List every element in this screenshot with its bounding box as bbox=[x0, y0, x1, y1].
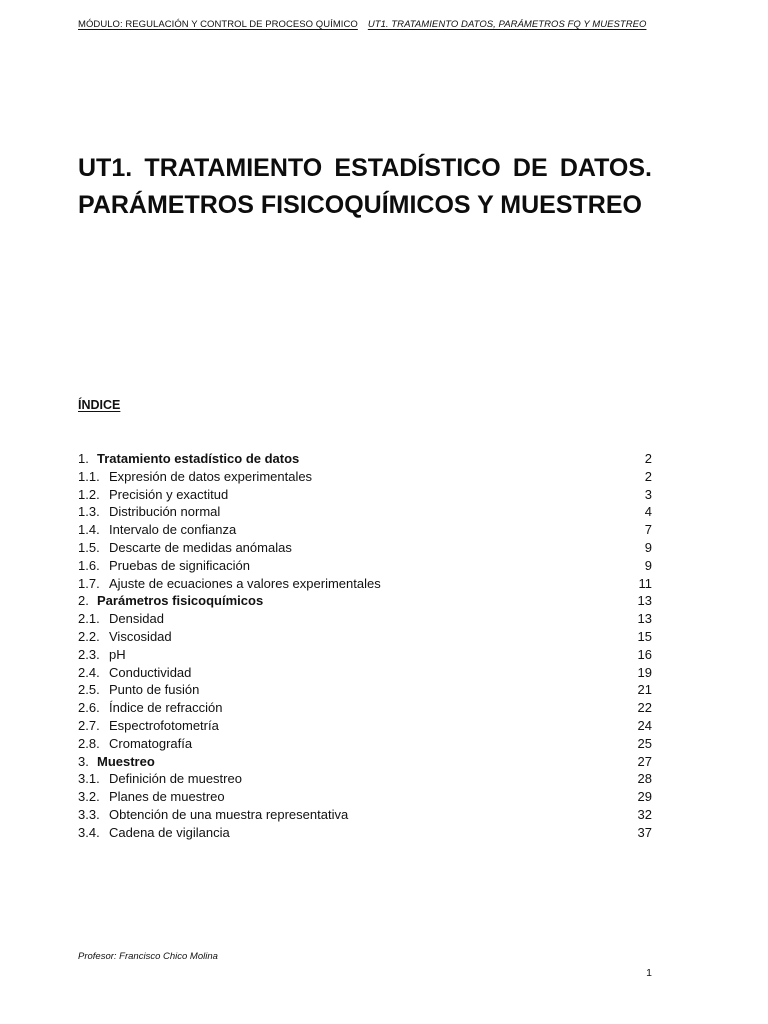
toc-entry-title: Cromatografía bbox=[109, 735, 193, 751]
footer-page-number: 1 bbox=[646, 967, 652, 979]
toc-section-entry bbox=[78, 592, 652, 610]
toc-entry-number: 3.1. bbox=[78, 771, 100, 787]
toc-entry-title: Viscosidad bbox=[109, 628, 172, 644]
toc-entry-title: Expresión de datos experimentales bbox=[109, 468, 313, 484]
toc-entry-number: 2.4. bbox=[78, 664, 100, 680]
running-header bbox=[78, 19, 646, 30]
toc-entry-page: 29 bbox=[637, 789, 652, 805]
toc-entry-number: 1.7. bbox=[78, 575, 100, 591]
toc-entry-page: 2 bbox=[644, 468, 652, 484]
toc-subsection-entry bbox=[78, 468, 652, 486]
toc-entry-title: Conductividad bbox=[109, 664, 192, 680]
toc-entry-page: 19 bbox=[637, 664, 652, 680]
toc-entry-number: 2.7. bbox=[78, 717, 100, 733]
toc-entry-page: 37 bbox=[637, 824, 652, 840]
toc-entry-page: 22 bbox=[637, 700, 652, 716]
toc-entry-number: 2.3. bbox=[78, 646, 100, 662]
toc-entry-page: 2 bbox=[644, 451, 652, 466]
toc-entry-title: Intervalo de confianza bbox=[109, 522, 237, 538]
toc-entry-number: 1.3. bbox=[78, 504, 100, 520]
toc-subsection-entry bbox=[78, 788, 652, 806]
header-unit-title: UT1. TRATAMIENTO DATOS, PARÁMETROS FQ Y MUESTREO bbox=[367, 19, 647, 30]
toc-entry-title: Espectrofotometría bbox=[109, 717, 219, 733]
toc-entry-page: 28 bbox=[637, 771, 652, 787]
toc-section-entry bbox=[78, 753, 652, 771]
toc-entry-number: 2.1. bbox=[78, 611, 100, 627]
toc-entry-number: 3.2. bbox=[78, 789, 100, 805]
toc-entry-title: Distribución normal bbox=[109, 504, 221, 520]
toc-entry-number: 2.8. bbox=[78, 735, 100, 751]
toc-subsection-entry bbox=[78, 486, 652, 504]
toc-entry-title: Descarte de medidas anómalas bbox=[109, 539, 292, 555]
toc-entry-number: 2.2. bbox=[78, 628, 100, 644]
toc-subsection-entry bbox=[78, 521, 652, 539]
toc-entry-number: 2.5. bbox=[78, 682, 100, 698]
toc-entry-page: 9 bbox=[644, 539, 652, 555]
toc-entry-page: 9 bbox=[644, 557, 652, 573]
toc-entry-title: Densidad bbox=[109, 611, 164, 627]
toc-entry-title: Muestreo bbox=[97, 753, 155, 769]
toc-entry-title: Planes de muestreo bbox=[109, 789, 225, 805]
toc-subsection-entry bbox=[78, 699, 652, 717]
toc-subsection-entry bbox=[78, 539, 652, 557]
toc-entry-title: Cadena de vigilancia bbox=[109, 824, 230, 840]
toc-entry-page: 13 bbox=[637, 593, 652, 609]
toc-entry-title: Tratamiento estadístico de datos bbox=[97, 451, 300, 466]
toc-entry-number: 1.1. bbox=[78, 468, 100, 484]
toc-entry-number: 2.6. bbox=[78, 700, 100, 716]
toc-entry-number: 3. bbox=[78, 753, 89, 769]
toc-entry-page: 24 bbox=[637, 717, 652, 733]
toc-subsection-entry bbox=[78, 628, 652, 646]
toc-entry-number: 1.5. bbox=[78, 539, 100, 555]
toc-entry-page: 25 bbox=[637, 735, 652, 751]
toc-section-entry bbox=[78, 450, 652, 468]
toc-subsection-entry bbox=[78, 806, 652, 824]
index-heading: ÍNDICE bbox=[78, 398, 121, 412]
table-of-contents bbox=[78, 450, 652, 842]
toc-subsection-entry bbox=[78, 735, 652, 753]
footer-author: Profesor: Francisco Chico Molina bbox=[78, 951, 218, 962]
toc-entry-number: 1.2. bbox=[78, 486, 100, 502]
toc-entry-title: Precisión y exactitud bbox=[109, 486, 229, 502]
toc-entry-page: 27 bbox=[637, 753, 652, 769]
toc-subsection-entry bbox=[78, 664, 652, 682]
title-line-1: UT1. TRATAMIENTO ESTADÍSTICO DE DATOS. bbox=[78, 154, 652, 182]
toc-entry-title: Parámetros fisicoquímicos bbox=[97, 593, 264, 609]
toc-entry-title: Obtención de una muestra representativa bbox=[109, 806, 349, 822]
toc-entry-page: 13 bbox=[637, 611, 652, 627]
toc-subsection-entry bbox=[78, 717, 652, 735]
header-module-title: MÓDULO: REGULACIÓN Y CONTROL DE PROCESO QUÍMICO bbox=[78, 19, 358, 30]
toc-entry-page: 11 bbox=[638, 575, 652, 591]
toc-subsection-entry bbox=[78, 681, 652, 699]
toc-entry-number: 1.4. bbox=[78, 522, 100, 538]
toc-subsection-entry bbox=[78, 557, 652, 575]
toc-entry-title: Ajuste de ecuaciones a valores experimentales bbox=[109, 575, 381, 591]
toc-subsection-entry bbox=[78, 610, 652, 628]
toc-entry-number: 1. bbox=[78, 451, 89, 466]
toc-entry-title: Punto de fusión bbox=[109, 682, 200, 698]
toc-entry-page: 15 bbox=[637, 628, 652, 644]
toc-subsection-entry bbox=[78, 824, 652, 842]
title-line-2: PARÁMETROS FISICOQUÍMICOS Y MUESTREO bbox=[78, 191, 642, 219]
toc-entry-title: Índice de refracción bbox=[109, 700, 223, 716]
toc-entry-title: Pruebas de significación bbox=[109, 557, 250, 573]
toc-entry-page: 3 bbox=[644, 486, 652, 502]
document-title bbox=[78, 150, 652, 224]
toc-subsection-entry bbox=[78, 575, 652, 593]
toc-subsection-entry bbox=[78, 646, 652, 664]
toc-entry-number: 3.3. bbox=[78, 806, 100, 822]
toc-entry-number: 1.6. bbox=[78, 557, 100, 573]
toc-subsection-entry bbox=[78, 503, 652, 521]
toc-entry-title: Definición de muestreo bbox=[109, 771, 242, 787]
toc-entry-page: 21 bbox=[637, 682, 652, 698]
toc-entry-page: 32 bbox=[637, 806, 652, 822]
toc-subsection-entry bbox=[78, 770, 652, 788]
toc-entry-number: 3.4. bbox=[78, 824, 100, 840]
toc-entry-page: 16 bbox=[637, 646, 652, 662]
toc-entry-page: 4 bbox=[644, 504, 652, 520]
toc-entry-title: pH bbox=[109, 646, 126, 662]
toc-entry-number: 2. bbox=[78, 593, 89, 609]
toc-entry-page: 7 bbox=[644, 522, 652, 538]
